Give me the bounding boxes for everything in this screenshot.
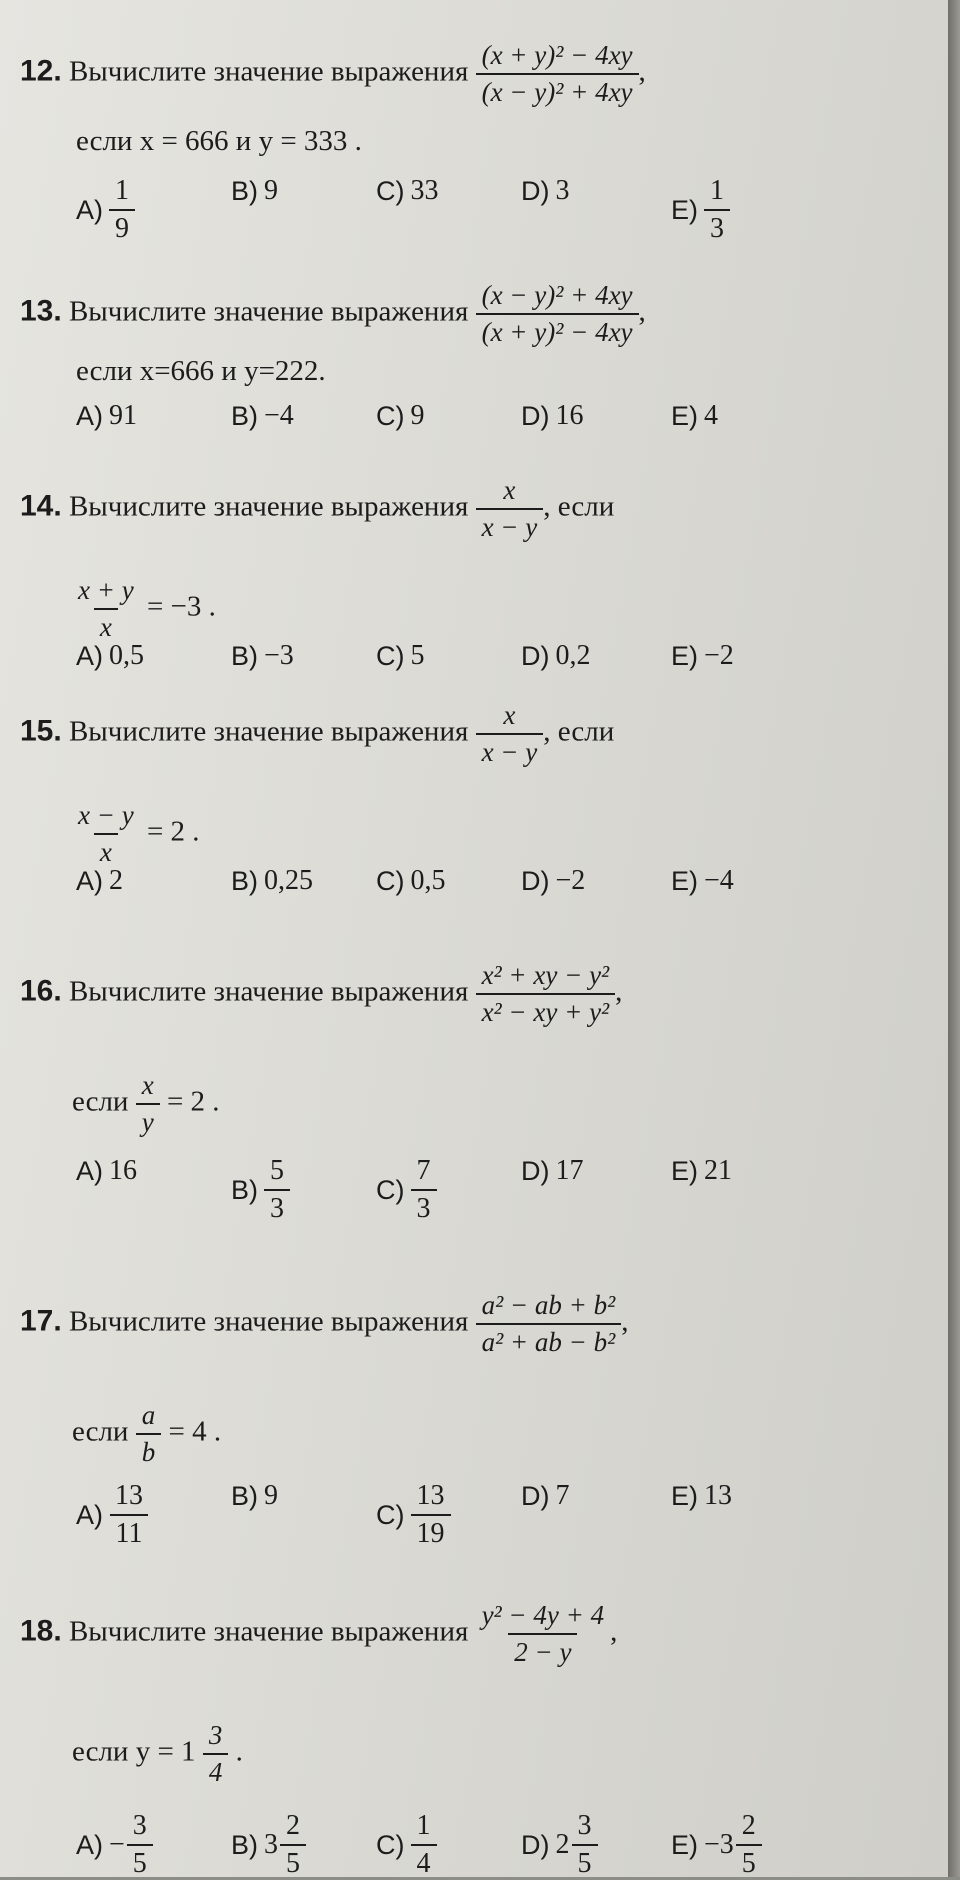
answer-label: B) — [231, 640, 258, 671]
answer-value: 9 — [264, 175, 278, 206]
fraction-denominator: 4 — [203, 1753, 229, 1788]
fraction-denominator: 19 — [411, 1514, 451, 1550]
answer-whole-part: −3 — [704, 1829, 734, 1861]
expression-tail: , — [638, 55, 646, 88]
problem-condition — [72, 575, 216, 643]
answer-label: B) — [231, 1480, 258, 1511]
answer-label: D) — [521, 400, 550, 431]
answer-option-e[interactable] — [671, 1810, 762, 1880]
answer-value: 91 — [109, 400, 137, 431]
fraction-numerator: x − y — [78, 800, 134, 830]
answer-value: 13 — [704, 1480, 732, 1511]
condition-tail: = −3 . — [146, 590, 216, 623]
answer-label: A) — [76, 1155, 103, 1186]
fraction-numerator: x + y — [78, 575, 134, 605]
answer-label: A) — [76, 1829, 103, 1860]
fraction-denominator: 5 — [127, 1844, 153, 1880]
condition-tail: = 2 . — [166, 1085, 220, 1118]
condition-tail: = 2 . — [146, 815, 200, 848]
fraction-denominator: 9 — [109, 209, 135, 245]
answer-label: B) — [231, 1829, 258, 1860]
condition-prefix: если — [72, 1085, 129, 1118]
answer-label: E) — [671, 1155, 698, 1186]
fraction-denominator: (x + y)² − 4xy — [476, 313, 639, 348]
answer-option-d[interactable] — [521, 865, 585, 897]
answer-fraction — [280, 1810, 306, 1880]
fraction-denominator: (x − y)² + 4xy — [476, 73, 639, 108]
expression-tail: , — [615, 975, 623, 1008]
answer-value: 21 — [704, 1155, 732, 1186]
answer-label: C) — [376, 1829, 405, 1860]
answer-fraction-value — [411, 1810, 437, 1880]
answer-option-e[interactable] — [671, 865, 734, 897]
answer-option-a[interactable] — [76, 1480, 149, 1550]
answer-label: E) — [671, 400, 698, 431]
problem-statement — [20, 475, 614, 543]
fraction-denominator: x — [94, 833, 118, 868]
answer-option-d[interactable] — [521, 175, 570, 207]
fraction-numerator: 2 — [286, 1810, 300, 1841]
problem-statement — [20, 700, 614, 768]
answer-whole-part: 3 — [264, 1829, 278, 1861]
fraction-numerator: 3 — [577, 1810, 592, 1841]
answer-option-a[interactable] — [76, 1155, 137, 1187]
problem-statement — [20, 1600, 617, 1668]
answer-fraction — [264, 1155, 290, 1225]
answer-label: E) — [671, 865, 698, 896]
problem-number: 14. — [20, 489, 62, 523]
expression-tail: , — [610, 1615, 618, 1648]
expression-tail: , если — [543, 715, 615, 748]
answer-label: E) — [671, 1829, 698, 1860]
fraction-denominator: 2 − y — [508, 1633, 577, 1668]
fraction-denominator: 4 — [411, 1844, 437, 1880]
answer-label: A) — [76, 865, 103, 896]
answer-whole-part: 2 — [555, 1829, 570, 1861]
answer-fraction-value — [109, 1810, 153, 1880]
answer-label: C) — [376, 865, 405, 896]
problem-condition — [72, 1720, 243, 1788]
answer-option-a[interactable] — [76, 865, 123, 897]
fraction-numerator: (x − y)² + 4xy — [481, 280, 633, 310]
condition-text: если x=666 и y=222. — [76, 355, 326, 387]
answer-label: A) — [76, 1499, 103, 1530]
fraction-numerator: y² − 4y + 4 — [481, 1600, 605, 1630]
page-edge-shadow — [948, 0, 960, 1877]
answer-fraction — [411, 1155, 437, 1225]
expression-tail: , — [638, 295, 646, 328]
answer-option-e[interactable] — [671, 175, 730, 245]
answer-label: A) — [76, 640, 103, 671]
answer-value: 9 — [410, 400, 425, 431]
answer-value: 4 — [704, 400, 718, 431]
condition-prefix: если y = 1 — [72, 1735, 196, 1768]
answer-value: 0,5 — [109, 640, 144, 671]
problem-number: 12. — [20, 54, 62, 88]
answer-fraction-value — [704, 1810, 762, 1880]
fraction-numerator: 13 — [416, 1480, 445, 1511]
expression-fraction — [476, 700, 544, 768]
fraction-numerator: x — [503, 700, 516, 730]
fraction-numerator: 1 — [115, 175, 129, 206]
fraction-denominator: 5 — [572, 1844, 598, 1880]
answer-option-c[interactable] — [376, 1480, 451, 1550]
fraction-denominator: 5 — [736, 1844, 762, 1880]
problem-number: 15. — [20, 714, 62, 748]
problem-condition — [72, 1400, 221, 1468]
answer-fraction-value — [109, 175, 135, 245]
answer-label: B) — [231, 865, 258, 896]
expression-fraction — [476, 960, 616, 1028]
answer-option-c[interactable] — [376, 865, 446, 897]
answer-option-a[interactable] — [76, 400, 137, 432]
expression-tail: , — [621, 1305, 629, 1338]
problem-statement — [20, 960, 622, 1028]
answer-label: E) — [671, 194, 698, 225]
problem-condition — [76, 125, 362, 158]
problem-prompt: Вычислите значение выражения — [68, 975, 469, 1008]
condition-prefix: если — [72, 1415, 129, 1448]
answer-value: 0,2 — [555, 640, 591, 671]
answer-value: 9 — [264, 1480, 278, 1511]
answer-label: E) — [671, 1480, 698, 1511]
answer-fraction-value — [556, 1810, 598, 1880]
answer-label: E) — [671, 640, 698, 671]
fraction-numerator: 5 — [270, 1155, 284, 1186]
fraction-numerator: x² + xy − y² — [481, 960, 610, 990]
problem-statement — [20, 280, 646, 348]
fraction-numerator: x — [503, 475, 516, 505]
problem-prompt: Вычислите значение выражения — [68, 1615, 469, 1648]
fraction-numerator: (x + y)² − 4xy — [481, 40, 633, 70]
answer-value: −2 — [555, 865, 586, 896]
answer-option-c[interactable] — [376, 175, 439, 207]
answer-value: 16 — [109, 1155, 137, 1186]
answer-option-a[interactable] — [76, 175, 135, 245]
answer-fraction-value — [264, 1155, 290, 1225]
answer-option-b[interactable] — [231, 865, 313, 897]
problem-condition — [72, 800, 200, 868]
answer-label: C) — [376, 175, 405, 206]
answer-label: D) — [521, 1155, 550, 1186]
problem-number: 17. — [20, 1304, 62, 1338]
answer-fraction — [109, 1480, 149, 1550]
fraction-denominator: b — [136, 1433, 162, 1468]
condition-text: если x = 666 и y = 333 . — [76, 125, 362, 157]
answer-label: D) — [521, 175, 550, 206]
fraction-denominator: 5 — [280, 1844, 306, 1880]
answer-value: 17 — [555, 1155, 584, 1186]
answer-option-b[interactable] — [231, 640, 294, 672]
answer-fraction-value — [109, 1480, 149, 1550]
answer-fraction-value — [411, 1480, 451, 1550]
answer-label: C) — [376, 640, 405, 671]
fraction-denominator: x − y — [476, 733, 544, 768]
answer-value: −2 — [704, 640, 734, 671]
expression-fraction — [476, 1290, 622, 1358]
fraction-denominator: x − y — [476, 508, 544, 543]
problem-statement — [20, 40, 646, 108]
problem-prompt: Вычислите значение выражения — [68, 490, 469, 523]
condition-fraction — [136, 1400, 162, 1468]
answer-option-b[interactable] — [231, 1810, 306, 1880]
answer-option-b[interactable] — [231, 1155, 290, 1225]
condition-fraction — [72, 575, 140, 643]
answer-option-a[interactable] — [76, 640, 144, 672]
answer-option-b[interactable] — [231, 1480, 278, 1512]
answer-option-d[interactable] — [521, 1480, 570, 1512]
answer-label: C) — [376, 400, 405, 431]
answer-label: B) — [231, 1174, 258, 1205]
answer-value: −3 — [264, 640, 294, 671]
fraction-numerator: 13 — [115, 1480, 143, 1511]
answer-value: 2 — [109, 865, 123, 896]
answer-option-e[interactable] — [671, 1155, 732, 1187]
answer-option-d[interactable] — [521, 1810, 598, 1880]
answer-option-d[interactable] — [521, 640, 591, 672]
fraction-denominator: 3 — [704, 209, 730, 245]
answer-label: D) — [521, 640, 550, 671]
answer-fraction — [109, 175, 135, 245]
answer-option-c[interactable] — [376, 1810, 437, 1880]
fraction-numerator: x — [141, 1070, 154, 1100]
answer-fraction — [127, 1810, 153, 1880]
fraction-denominator: a² + ab − b² — [476, 1323, 622, 1358]
answer-label: D) — [521, 1480, 550, 1511]
answer-label: B) — [231, 175, 258, 206]
answer-option-a[interactable] — [76, 1810, 153, 1880]
answer-fraction — [411, 1480, 451, 1550]
problem-condition — [76, 355, 326, 388]
answer-value: 5 — [410, 640, 425, 671]
problem-number: 16. — [20, 974, 62, 1008]
answer-value: 0,5 — [410, 865, 446, 896]
fraction-denominator: 3 — [264, 1189, 290, 1225]
answer-label: B) — [231, 400, 258, 431]
fraction-denominator: x — [94, 608, 118, 643]
answer-option-c[interactable] — [376, 640, 425, 672]
answer-label: A) — [76, 400, 103, 431]
answer-value: 33 — [410, 175, 439, 206]
problem-prompt: Вычислите значение выражения — [68, 295, 469, 328]
expression-fraction — [476, 280, 639, 348]
fraction-denominator: x² − xy + y² — [476, 993, 616, 1028]
answer-label: C) — [376, 1174, 405, 1205]
answer-label: D) — [521, 1829, 550, 1860]
fraction-numerator: 1 — [710, 175, 724, 206]
answer-whole-part: − — [109, 1829, 125, 1861]
answer-label: C) — [376, 1499, 405, 1530]
fraction-numerator: 1 — [416, 1810, 431, 1841]
answer-fraction — [704, 175, 730, 245]
answer-fraction-value — [264, 1810, 306, 1880]
fraction-denominator: 11 — [110, 1514, 149, 1550]
answer-option-d[interactable] — [521, 400, 584, 432]
fraction-numerator: 7 — [416, 1155, 431, 1186]
problem-number: 13. — [20, 294, 62, 328]
answer-option-e[interactable] — [671, 640, 734, 672]
answer-fraction — [736, 1810, 762, 1880]
expression-tail: , если — [543, 490, 615, 523]
answer-value: −4 — [264, 400, 294, 431]
answer-option-d[interactable] — [521, 1155, 584, 1187]
answer-option-e[interactable] — [671, 400, 718, 432]
fraction-numerator: 3 — [132, 1810, 147, 1841]
fraction-numerator: 2 — [741, 1810, 756, 1841]
problem-condition — [72, 1070, 220, 1138]
problem-prompt: Вычислите значение выражения — [68, 1305, 469, 1338]
answer-label: D) — [521, 865, 550, 896]
problem-prompt: Вычислите значение выражения — [68, 715, 469, 748]
condition-fraction — [203, 1720, 229, 1788]
answer-label: A) — [76, 194, 103, 225]
answer-fraction-value — [411, 1155, 437, 1225]
answer-option-c[interactable] — [376, 1155, 437, 1225]
condition-tail: . — [235, 1735, 243, 1768]
condition-fraction — [136, 1070, 160, 1138]
answer-value: 3 — [555, 175, 570, 206]
answer-value: 0,25 — [264, 865, 313, 896]
answer-option-e[interactable] — [671, 1480, 732, 1512]
expression-fraction — [476, 1600, 611, 1668]
expression-fraction — [476, 40, 639, 108]
fraction-denominator: 3 — [411, 1189, 437, 1225]
answer-option-c[interactable] — [376, 400, 425, 432]
answer-value: −4 — [704, 865, 734, 896]
problem-number: 18. — [20, 1614, 62, 1648]
condition-tail: = 4 . — [168, 1415, 222, 1448]
fraction-numerator: 3 — [208, 1720, 223, 1750]
fraction-denominator: y — [136, 1103, 160, 1138]
answer-fraction — [572, 1810, 598, 1880]
answer-fraction — [411, 1810, 437, 1880]
answer-option-b[interactable] — [231, 175, 278, 207]
condition-fraction — [72, 800, 140, 868]
answer-fraction-value — [704, 175, 730, 245]
answer-value: 16 — [555, 400, 584, 431]
expression-fraction — [476, 475, 544, 543]
answer-option-b[interactable] — [231, 400, 294, 432]
problem-prompt: Вычислите значение выражения — [68, 55, 469, 88]
answer-value: 7 — [555, 1480, 570, 1511]
problem-statement — [20, 1290, 628, 1358]
fraction-numerator: a² − ab + b² — [481, 1290, 616, 1320]
fraction-numerator: a — [141, 1400, 156, 1430]
